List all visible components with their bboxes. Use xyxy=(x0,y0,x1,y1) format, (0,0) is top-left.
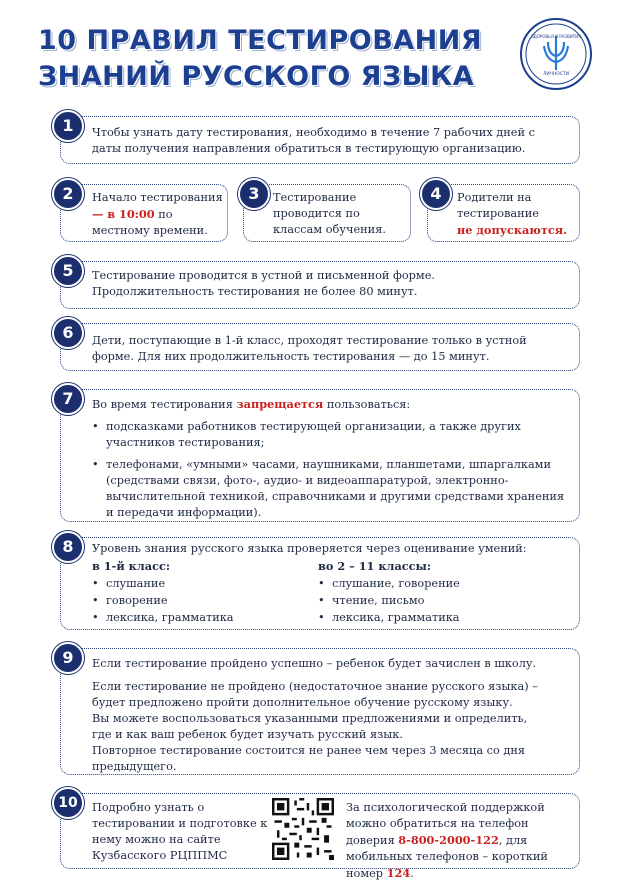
qr-code-icon[interactable] xyxy=(272,798,334,860)
rule-7-number: 7 xyxy=(52,383,84,415)
rule-10-left-text: Подробно узнать о тестировании и подготовке к нему можно на сайте Кузбасского РЦППМС xyxy=(92,801,268,862)
rule-4-red: не допускаются. xyxy=(457,223,568,237)
rule-7-text xyxy=(92,396,567,521)
rule-7-list xyxy=(92,419,567,521)
rule-2-dash: — xyxy=(92,207,108,221)
logo-emblem-icon xyxy=(522,20,590,88)
rule-9-p2: Если тестирование не пройдено (недостаточное знание русского языка) – будет предложено пройти дополнительное обучение русскому языку. xyxy=(92,680,538,709)
page-title-line1: 10 ПРАВИЛ ТЕСТИРОВАНИЯ xyxy=(38,25,483,56)
rule-8-number: 8 xyxy=(52,531,84,563)
rule-9-p1: Если тестирование пройдено успешно – ребенок будет зачислен в школу. xyxy=(92,657,537,670)
rule-10-right-mid: , для мобильных телефонов – короткий номер xyxy=(346,834,548,880)
rule-4-text xyxy=(457,190,572,239)
rule-8-intro: Уровень знания русского языка проверяется через оценивание умений: xyxy=(92,542,527,555)
rule-2-pre: Начало тестирования xyxy=(92,191,223,204)
list-item: • лексика, грамматика xyxy=(92,609,292,626)
list-item: • телефонами, «умными» часами, наушниками, планшетами, шпаргалками (средствами связи, фото-, аудио- и видеоаппаратурой, электронно-вычислительной техникой, справочниками и другими средствами хранения и передачи информации). xyxy=(92,457,567,521)
rule-2-time: в 10:00 xyxy=(107,207,155,221)
rule-5-text xyxy=(92,268,572,300)
logo-text-bottom: ЛИЧНОСТИ xyxy=(542,72,570,77)
rule-4-pre: Родители на тестирование xyxy=(457,191,539,220)
rule-6-text: Дети, поступающие в 1-й класс, проходят тестирование только в устной форме. Для них продолжительность тестирования — до 15 минут. xyxy=(92,334,527,363)
rule-8-left-list xyxy=(92,575,292,626)
rule-3-text: Тестирование проводится по классам обучения. xyxy=(273,191,386,236)
list-item: • говорение xyxy=(92,592,292,609)
rule-8-left-column xyxy=(92,558,292,626)
list-item: • слушание, говорение xyxy=(318,575,558,592)
rule-8-left-head: в 1-й класс: xyxy=(92,559,171,573)
rule-6-number: 6 xyxy=(52,317,84,349)
rule-2-post: по местному времени. xyxy=(92,208,208,237)
rule-8-right-head: во 2 – 11 классы: xyxy=(318,559,432,573)
rule-10-number: 10 xyxy=(52,787,84,819)
rule-5-line1: Тестирование проводится в устной и письменной форме. xyxy=(92,269,435,282)
rule-2-number: 2 xyxy=(52,178,84,210)
rule-1-number: 1 xyxy=(52,110,84,142)
rule-10-right-pre: За психологической поддержкой можно обратиться на телефон доверия xyxy=(346,801,545,847)
logo xyxy=(520,18,592,90)
rule-10-right-end: . xyxy=(410,867,414,880)
rule-8-right-column xyxy=(318,558,558,626)
rule-10-phone: 8-800-2000-122 xyxy=(398,833,499,847)
rule-9-text xyxy=(92,656,547,775)
list-item: • лексика, грамматика xyxy=(318,609,558,626)
rule-9-number: 9 xyxy=(52,642,84,674)
rule-10-short: 124 xyxy=(386,866,411,880)
rule-7-pre: Во время тестирования xyxy=(92,398,237,411)
rule-3-number: 3 xyxy=(238,178,270,210)
rule-9-p3: Вы можете воспользоваться указанными предложениями и определить, где и как ваш ребенок будет изучать русский язык. xyxy=(92,712,528,741)
rule-10-right-text xyxy=(346,800,574,882)
list-item: • слушание xyxy=(92,575,292,592)
rule-9-p4: Повторное тестирование состоится не ранее чем через 3 месяца со дня предыдущего. xyxy=(92,744,525,773)
rule-7-red: запрещается xyxy=(236,397,324,411)
rule-5-number: 5 xyxy=(52,255,84,287)
rule-1-text: Чтобы узнать дату тестирования, необходимо в течение 7 рабочих дней с даты получения направления обратиться в тестирующую организацию. xyxy=(92,126,535,155)
list-item: • подсказками работников тестирующей организации, а также других участников тестирования; xyxy=(92,419,567,451)
page-title-line2: ЗНАНИЙ РУССКОГО ЯЗЫКА xyxy=(38,61,475,92)
rule-8-right-list xyxy=(318,575,558,626)
rule-7-post: пользоваться: xyxy=(323,398,411,411)
rule-4-number: 4 xyxy=(420,178,452,210)
logo-text-top: ЗДОРОВЬЯ И РАЗВИТИЯ xyxy=(531,34,581,39)
rule-5-line2: Продолжительность тестирования не более 80 минут. xyxy=(92,285,418,298)
list-item: • чтение, письмо xyxy=(318,592,558,609)
rule-7-intro xyxy=(92,396,567,413)
rule-2-text xyxy=(92,190,227,239)
